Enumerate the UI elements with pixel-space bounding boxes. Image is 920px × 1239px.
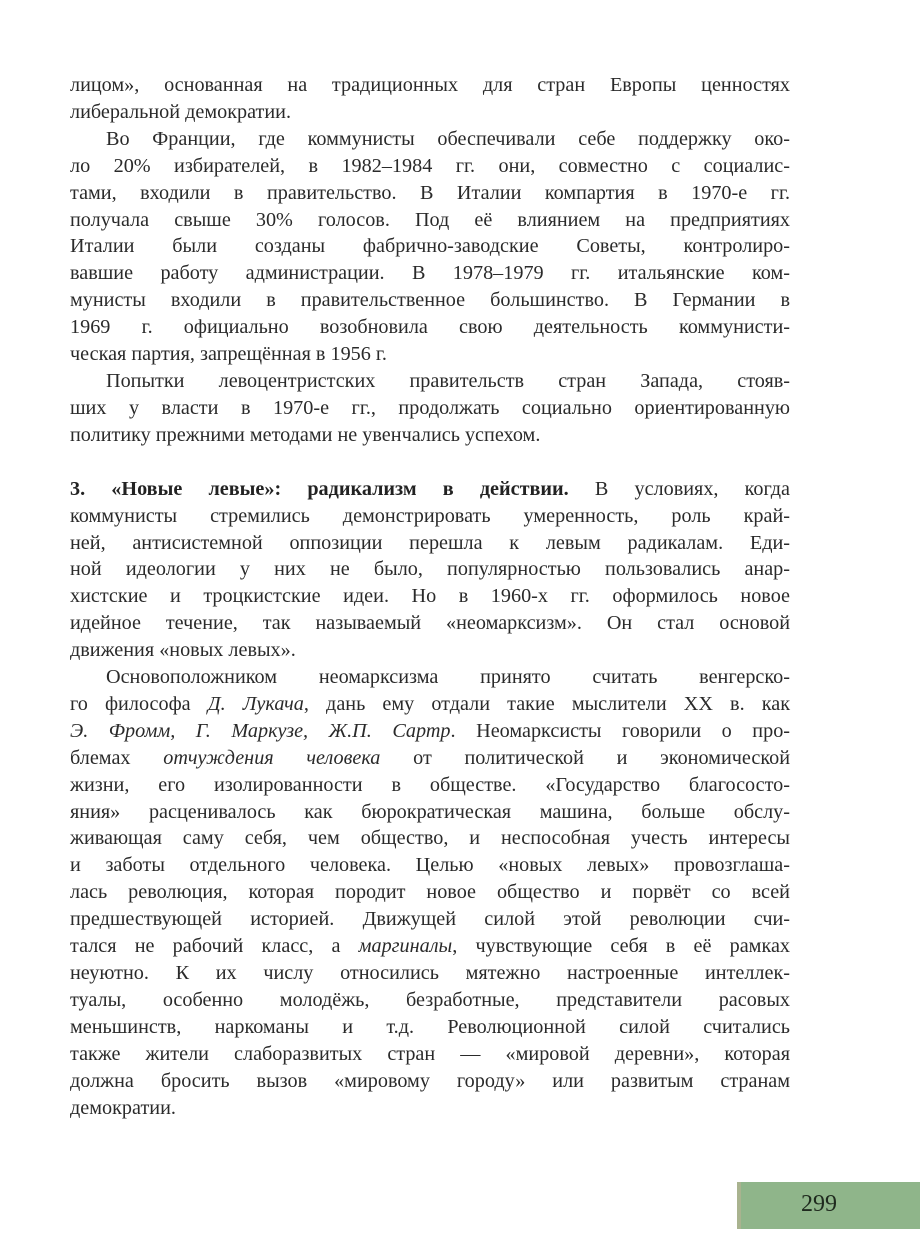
text-line: предшествующей историей. Движущей силой этой революции счи- [70,908,790,931]
text-line: и заботы отдельного человека. Целью «новых левых» провозглаша- [70,854,790,877]
text-line: тами, входили в правительство. В Италии компартия в 1970-е гг. [70,181,790,204]
text-line [70,476,790,503]
text-line: мунисты входили в правительственное большинство. В Германии в [70,289,790,312]
text-line: Попытки левоцентристских правительств стран Запада, стояв- [106,369,790,392]
text-line: коммунисты стремились демонстрировать умеренность, роль край- [70,504,790,527]
text-line: лась революция, которая породит новое общество и порвёт со всей [70,881,790,904]
emphasis-marginals: маргиналы [358,935,453,958]
paragraph-new-left-section [70,476,790,664]
text-line: Италии были созданы фабрично-заводские Советы, контролиро- [70,235,790,258]
text-line: также жители слаборазвитых стран — «мировой деревни», которая [70,1042,790,1065]
text-line: яния» расценивалось как бюрократическая машина, больше обслу- [70,800,790,823]
text-span: тался не рабочий класс, а [70,935,359,958]
text-line [70,691,790,718]
section-gap [70,449,790,476]
text-span: , чувствующие себя в её рамках [452,935,790,958]
text-line [70,933,790,960]
text-span: го философа [70,692,208,715]
text-line: Основоположником неомарксизма принято считать венгерско- [106,666,790,689]
text-line: 1969 г. официально возобновила свою деятельность коммунисти- [70,316,790,339]
text-line: демократии. [70,1096,176,1119]
text-line: ших у власти в 1970-е гг., продолжать социально ориентированную [70,396,790,419]
text-line: лицом», основанная на традиционных для стран Европы ценностях [70,74,790,96]
page-number: 299 [801,1191,837,1217]
text-line: неуютно. К их числу относились мятежно настроенные интеллек- [70,962,790,984]
text-span: от политической и экономической [380,746,791,769]
text-line [70,718,790,745]
text-line: вавшие работу администрации. В 1978–1979 гг. итальянские ком- [70,262,790,285]
text-span: В условиях, когда [568,477,790,500]
text-line: ней, антисистемной оппозиции перешла к левым радикалам. Еди- [70,531,790,554]
text-line: Во Франции, где коммунисты обеспечивали себе поддержку око- [106,127,790,150]
text-line: жизни, его изолированности в обществе. «Государство благососто- [70,773,790,796]
page-number-tab [737,1182,920,1229]
text-line: ло 20% избирателей, в 1982–1984 гг. они, совместно с социалис- [70,154,790,177]
document-page [70,72,790,1121]
emphasis-lukacs: Д. Лукача [207,692,304,715]
paragraph-neomarxism [70,664,790,1121]
text-line: либеральной демократии. [70,100,292,123]
paragraph-left-center-governments [70,368,790,449]
text-line: ческая партия, запрещённая в 1956 г. [70,343,387,366]
text-line: идейное течение, так называемый «неомарксизм». Он стал основой [70,612,790,635]
text-line: меньшинств, наркоманы и т.д. Революционной силой считались [70,1015,790,1038]
text-line: движения «новых левых». [70,639,296,662]
text-line: политику прежними методами не увенчались успехом. [70,423,541,446]
emphasis-thinkers: Э. Фромм, Г. Маркузе, Ж.П. Сартр [70,719,451,742]
text-line: живающая саму себя, чем общество, и неспособная учесть интересы [70,827,790,850]
paragraph-france-italy-germany [70,126,790,368]
text-line: туалы, особенно молодёжь, безработные, представители расовых [70,988,790,1011]
text-span: блемах [70,746,164,769]
section-heading: 3. «Новые левые»: радикализм в действии. [70,477,569,500]
paragraph-continuation [70,72,790,126]
text-line: получала свыше 30% голосов. Под её влиянием на предприятиях [70,208,790,231]
text-line: ной идеологии у них не было, популярностью пользовались анар- [70,558,790,581]
text-line: должна бросить вызов «мировому городу» или развитым странам [70,1069,790,1092]
emphasis-alienation: отчуждения человека [163,746,381,769]
text-line [70,745,790,772]
text-span: , дань ему отдали такие мыслители XX в. как [303,692,791,715]
text-line: хистские и троцкистские идеи. Но в 1960-х гг. оформилось новое [70,585,790,608]
text-span: . Неомарксисты говорили о про- [450,719,791,742]
